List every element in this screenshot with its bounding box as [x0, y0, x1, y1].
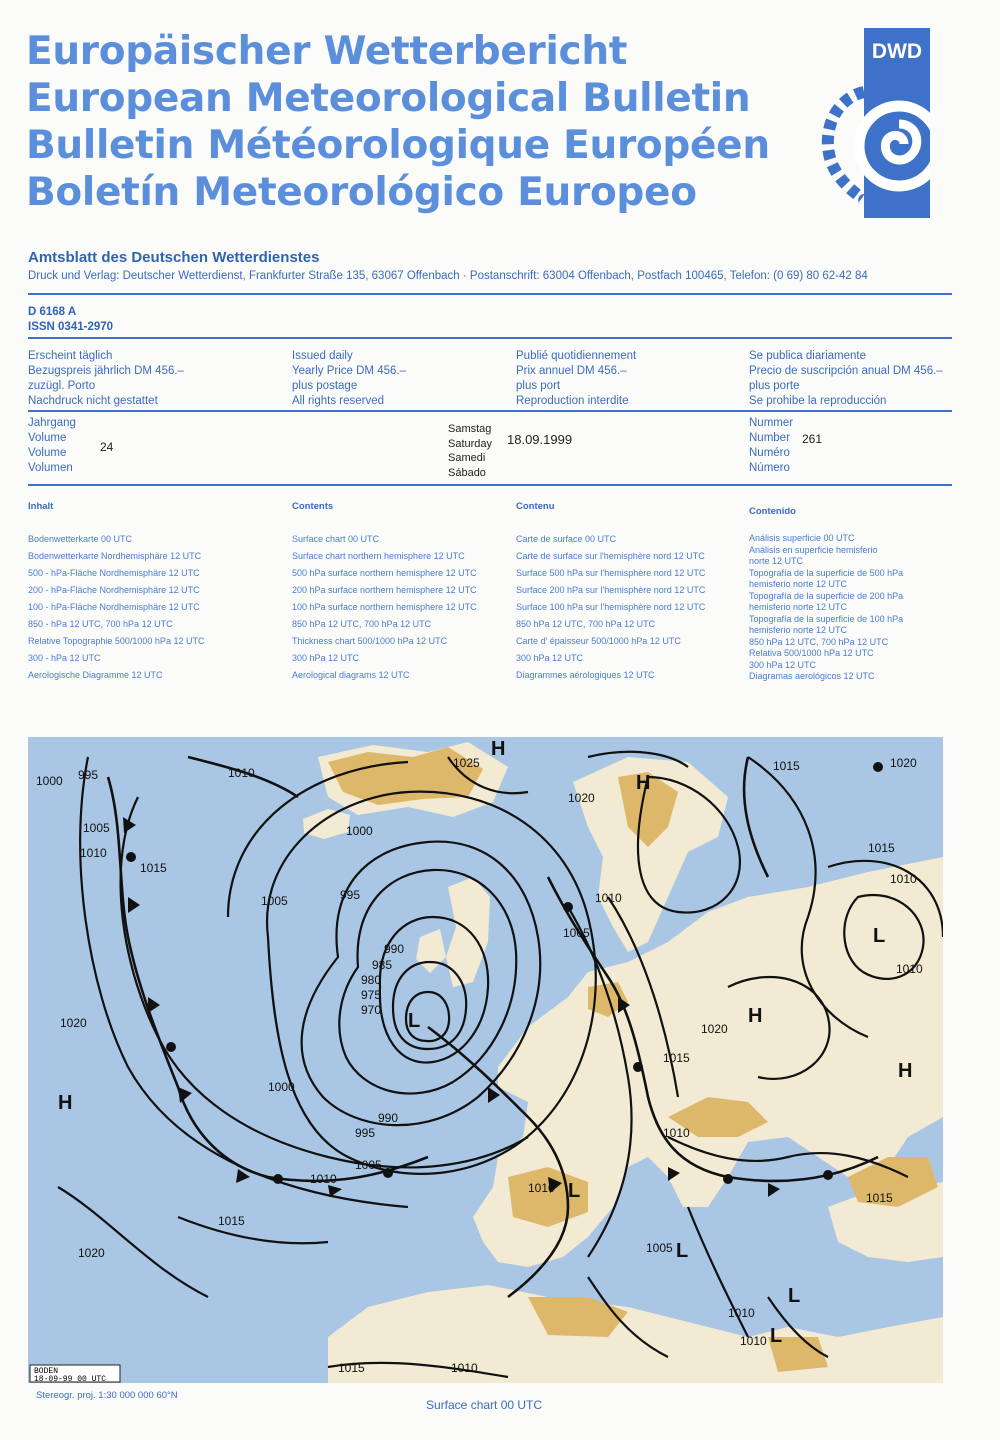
high-pressure-center: H — [898, 1060, 913, 1082]
contents-list-spanish: Análisis superficie 00 UTC Análisis en superficie hemisferio norte 12 UTC Topografía de la superficie de 500 hPa hemisferio norte 12 UTC Topografía de la superficie de 200 hPa hemisferio norte 12 UTC Topografía de la superficie de 100 hPa hemisferio norte 12 UTC 850 hPa 12 UTC, 700 hPa 12 UTC Relativa 500/1000 hPa 12 UTC 300 hPa 12 UTC Diagramas aerológicos 12 UTC — [749, 533, 904, 681]
volume-labels: Jahrgang Volume Volume Volumen — [28, 417, 76, 474]
isobar-label: 1010 — [451, 1361, 478, 1375]
title-english: European Meteorological Bulletin — [26, 76, 751, 121]
isobar-label: 1005 — [83, 821, 110, 835]
low-pressure-center: L — [568, 1180, 581, 1202]
projection-note: Stereogr. proj. 1:30 000 000 60°N — [36, 1390, 178, 1401]
front-pip — [383, 1168, 393, 1178]
info-column-english: Issued daily Yearly Price DM 456.– plus postage All rights reserved — [292, 350, 406, 407]
issn: ISSN 0341-2970 — [28, 321, 114, 333]
isobar-label: 985 — [372, 958, 393, 972]
publisher-name: Amtsblatt des Deutschen Wetterdienstes — [28, 249, 320, 266]
high-pressure-center: H — [636, 772, 651, 794]
contents-list-french: Carte de surface 00 UTC Carte de surface sur l'hemisphère nord 12 UTC Surface 500 hPa sur l'hemisphère nord 12 UTC Surface 200 hPa sur l'hemisphère nord 12 UTC Surface 100 hPa sur l'hemisphère nord 12 UTC 850 hPa 12 UTC, 700 hPa 12 UTC Carte d' épaisseur 500/1000 hPa 12 UTC 300 hPa 12 UTC Diagrammes aérologiques 12 UTC — [516, 534, 706, 680]
isobar-label: 1010 — [890, 872, 917, 886]
contents-heading-german: Inhalt — [28, 501, 54, 512]
chart-stamp — [30, 1365, 120, 1383]
isobar-label: 1010 — [595, 891, 622, 905]
chart-stamp-datetime: 18-09-99 00 UTC — [34, 1375, 107, 1383]
surface-weather-map — [28, 737, 943, 1383]
isobar-label: 1000 — [36, 774, 63, 788]
isobar-label: 1005 — [646, 1241, 673, 1255]
isobar-label: 1010 — [896, 962, 923, 976]
low-pressure-center: L — [873, 925, 886, 947]
isobar-label: 1010 — [228, 766, 255, 780]
isobar-label: 1015 — [866, 1191, 893, 1205]
map-caption: Surface chart 00 UTC — [426, 1398, 543, 1412]
low-pressure-center: L — [788, 1285, 801, 1307]
volume-value: 24 — [100, 440, 114, 454]
isobar-label: 1010 — [310, 1172, 337, 1186]
isobar-label: 1025 — [453, 756, 480, 770]
low-pressure-center: L — [408, 1010, 421, 1032]
isobar-label: 1020 — [60, 1016, 87, 1030]
contents-heading-spanish: Contenido — [749, 506, 796, 517]
front-pip — [823, 1170, 833, 1180]
isobar-label: 1020 — [568, 791, 595, 805]
high-pressure-center: H — [58, 1092, 73, 1114]
isobar-label: 1015 — [338, 1361, 365, 1375]
low-pressure-center: L — [770, 1325, 783, 1347]
isobar-label: 995 — [355, 1126, 376, 1140]
isobar-label: 1015 — [218, 1214, 245, 1228]
isobar-label: 1000 — [346, 824, 373, 838]
isobar-label: 1005 — [355, 1158, 382, 1172]
divider — [28, 293, 952, 295]
isobar-label: 1015 — [663, 1051, 690, 1065]
front-pip — [126, 852, 136, 862]
title-german: Europäischer Wetterbericht — [26, 29, 628, 74]
number-labels: Nummer Number Numéro Número — [749, 417, 794, 474]
isobar-label: 1005 — [563, 926, 590, 940]
isobar-label: 1020 — [78, 1246, 105, 1260]
dwd-logo — [812, 28, 930, 218]
isobar-label: 990 — [378, 1111, 399, 1125]
divider — [28, 337, 952, 339]
bulletin-titles — [26, 28, 770, 216]
high-pressure-center: H — [748, 1005, 763, 1027]
info-column-german: Erscheint täglich Bezugspreis jährlich DM 456.– zuzügl. Porto Nachdruck nicht gestattet — [28, 350, 184, 407]
front-pip — [166, 1042, 176, 1052]
contents-list-german: Bodenwetterkarte 00 UTC Bodenwetterkarte Nordhemisphäre 12 UTC 500 - hPa-Fläche Nordhemisphäre 12 UTC 200 - hPa-Fläche Nordhemisphäre 12 UTC 100 - hPa-Fläche Nordhemisphäre 12 UTC 850 - hPa 12 UTC, 700 hPa 12 UTC Relative Topographie 500/1000 hPa 12 UTC 300 - hPa 12 UTC Aerologische Diagramme 12 UTC — [28, 534, 205, 680]
isobar-label: 1010 — [740, 1334, 767, 1348]
info-column-french: Publié quotidiennement Prix annuel DM 456.– plus port Reproduction interdite — [516, 350, 637, 407]
contents-heading-french: Contenu — [516, 501, 555, 512]
isobar-label: 1010 — [528, 1181, 555, 1195]
isobar-label: 1020 — [890, 756, 917, 770]
contents-heading-english: Contents — [292, 501, 334, 512]
isobar-label: 1015 — [868, 841, 895, 855]
isobar-label: 990 — [384, 942, 405, 956]
isobar-label: 1010 — [663, 1126, 690, 1140]
front-pip — [723, 1174, 733, 1184]
isobar-label: 1015 — [140, 861, 167, 875]
isobar-label: 1005 — [261, 894, 288, 908]
d-number: D 6168 A — [28, 306, 77, 318]
publisher-address: Druck und Verlag: Deutscher Wetterdienst, Frankfurter Straße 135, 63067 Offenbach · Postanschrift: 63004 Offenbach, Postfach 100465, Telefon: (0 69) 80 62-42 84 — [28, 270, 868, 282]
divider — [28, 484, 952, 486]
high-pressure-center: H — [491, 738, 506, 760]
front-pip — [273, 1174, 283, 1184]
divider — [28, 410, 952, 412]
front-pip — [873, 762, 883, 772]
issue-number: 261 — [802, 432, 823, 446]
front-pip — [563, 902, 573, 912]
info-column-spanish: Se publica diariamente Precio de suscripción anual DM 456.– plus porte Se prohibe la reproducción — [749, 350, 943, 407]
isobar-label: 995 — [340, 888, 361, 902]
isobar-label: 1010 — [80, 846, 107, 860]
isobar-label: 1015 — [773, 759, 800, 773]
logo-text: DWD — [871, 40, 923, 63]
contents-list-english: Surface chart 00 UTC Surface chart northern hemisphere 12 UTC 500 hPa surface northern hemisphere 12 UTC 200 hPa surface northern hemisphere 12 UTC 100 hPa surface northern hemisphere 12 UTC 850 hPa 12 UTC, 700 hPa 12 UTC Thickness chart 500/1000 hPa 12 UTC 300 hPa 12 UTC Aerological diagrams 12 UTC — [292, 534, 477, 680]
isobar-label: 1000 — [268, 1080, 295, 1094]
isobar-label: 980 — [361, 973, 382, 987]
isobar-label: 1010 — [728, 1306, 755, 1320]
isobar-label: 970 — [361, 1003, 382, 1017]
isobar-label: 1020 — [701, 1022, 728, 1036]
title-spanish: Boletín Meteorológico Europeo — [26, 170, 697, 215]
isobar-label: 975 — [361, 988, 382, 1002]
chart-stamp-title: BODEN — [34, 1367, 59, 1376]
front-pip — [633, 1062, 643, 1072]
isobar-label: 995 — [78, 768, 99, 782]
low-pressure-center: L — [676, 1240, 689, 1262]
title-french: Bulletin Météorologique Européen — [26, 123, 770, 168]
issue-date: 18.09.1999 — [507, 432, 573, 447]
day-names: Samstag Saturday Samedi Sábado — [448, 423, 493, 479]
